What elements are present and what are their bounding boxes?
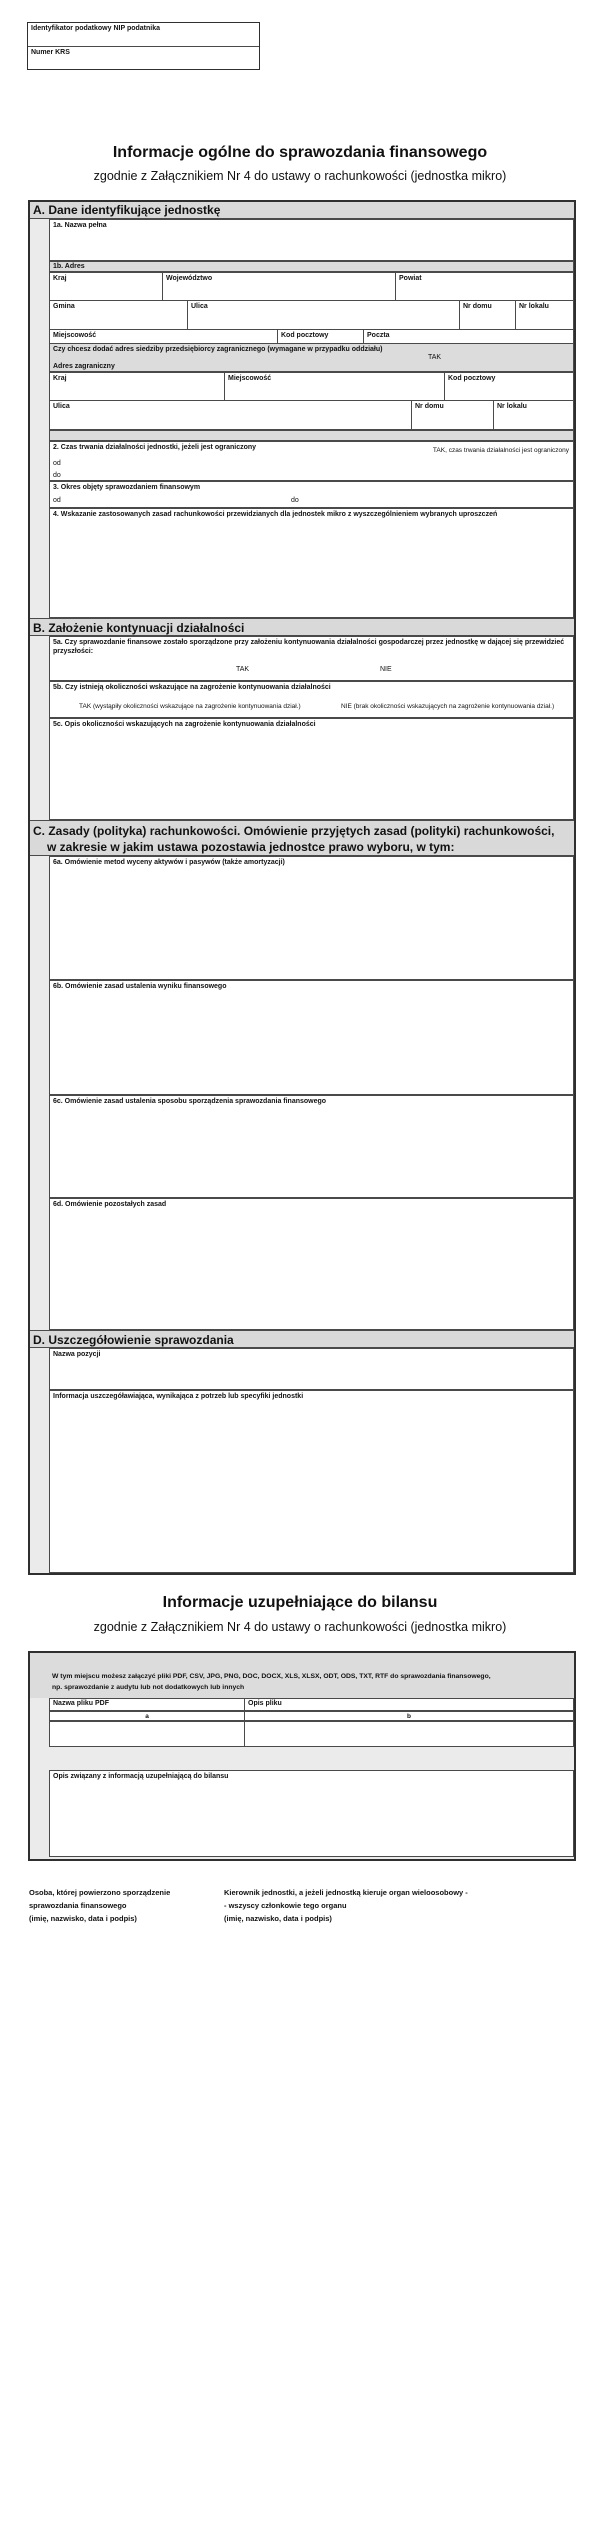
- nr-lokalu-field[interactable]: [515, 300, 574, 330]
- wojewodztwo-field[interactable]: [162, 272, 396, 301]
- foreign-nr-domu-label: Nr domu: [415, 403, 444, 410]
- foreign-kraj-label: Kraj: [53, 375, 67, 382]
- kod-pocztowy-field[interactable]: [277, 329, 364, 344]
- section-a-header: [30, 202, 574, 219]
- nr-lokalu-label: Nr lokalu: [519, 303, 549, 310]
- file-table-sub-a: a: [49, 1711, 245, 1721]
- kod-pocztowy-label: Kod pocztowy: [281, 332, 329, 339]
- field-2-tak-note[interactable]: TAK, czas trwania działalności jest ograniczony: [432, 447, 569, 454]
- field-3-do-label[interactable]: do: [291, 497, 299, 504]
- nip-field[interactable]: [28, 23, 259, 47]
- col-desc-label: Opis pliku: [248, 1700, 282, 1707]
- opis-bilans-label: Opis związany z informacją uzupełniającą do bilansu: [53, 1773, 229, 1780]
- field-1a-label: 1a. Nazwa pełna: [53, 222, 107, 229]
- signature-left-line1: Osoba, której powierzono sporządzenie: [29, 1888, 171, 1897]
- field-6d-label: 6d. Omówienie pozostałych zasad: [53, 1201, 167, 1208]
- field-informacja-uszczegolawiajaca[interactable]: [49, 1390, 574, 1573]
- signature-left-line2: sprawozdania finansowego: [29, 1901, 127, 1910]
- field-4-label: 4. Wskazanie zastosowanych zasad rachunkowości przewidzianych dla jednostek mikro z wyszczególnieniem wybranych uproszczeń: [53, 511, 498, 518]
- foreign-subheader-label: Adres zagraniczny: [53, 363, 115, 370]
- field-6a[interactable]: [49, 856, 574, 980]
- main-form-box: [28, 200, 576, 1575]
- foreign-nr-lokalu-label: Nr lokalu: [497, 403, 527, 410]
- field-5b-label: 5b. Czy istnieją okoliczności wskazujące na zagrożenie kontynuowania działalności: [53, 684, 331, 691]
- page2-subtitle: zgodnie z Załącznikiem Nr 4 do ustawy o rachunkowości (jednostka mikro): [93, 1620, 507, 1634]
- field-2-do-label[interactable]: do: [53, 472, 61, 479]
- foreign-kraj-field[interactable]: [49, 372, 225, 401]
- signature-right-line3: (imię, nazwisko, data i podpis): [224, 1914, 332, 1923]
- field-3-od-label[interactable]: od: [53, 497, 61, 504]
- poczta-field[interactable]: [363, 329, 574, 344]
- field-6b-label: 6b. Omówienie zasad ustalenia wyniku finansowego: [53, 983, 227, 990]
- field-6b[interactable]: [49, 980, 574, 1095]
- field-5c[interactable]: [49, 718, 574, 820]
- field-6d[interactable]: [49, 1198, 574, 1330]
- field-5a[interactable]: [49, 636, 574, 681]
- foreign-miejscowosc-field[interactable]: [224, 372, 445, 401]
- section-b-title: B. Założenie kontynuacji działalności: [33, 621, 245, 635]
- foreign-address-header: [49, 343, 574, 372]
- tax-id-box: [27, 22, 260, 70]
- field-nazwa-pozycji[interactable]: [49, 1348, 574, 1390]
- field-5b-tak-option[interactable]: TAK (wystąpiły okoliczności wskazujące na zagrożenie kontynuowania dział.): [79, 703, 301, 710]
- field-5b[interactable]: [49, 681, 574, 718]
- foreign-tak-option[interactable]: TAK: [428, 354, 442, 361]
- miejscowosc-label: Miejscowość: [53, 332, 97, 339]
- foreign-kod-pocztowy-field[interactable]: [444, 372, 574, 401]
- signature-left-block: [29, 1886, 219, 1925]
- poczta-label: Poczta: [367, 332, 390, 339]
- gmina-label: Gmina: [53, 303, 75, 310]
- signature-right-line1: Kierownik jednostki, a jeżeli jednostką kieruje organ wieloosobowy -: [224, 1888, 468, 1897]
- gmina-field[interactable]: [49, 300, 188, 330]
- section-c-header: [30, 820, 574, 856]
- foreign-question-label: Czy chcesz dodać adres siedziby przedsiębiorcy zagranicznego (wymagane w przypadku oddziału): [53, 346, 383, 353]
- ulica-field[interactable]: [187, 300, 460, 330]
- powiat-label: Powiat: [399, 275, 422, 282]
- section-b-header: [30, 618, 574, 636]
- field-2-od-label[interactable]: od: [53, 460, 61, 467]
- field-5a-label: 5a. Czy sprawozdanie finansowe zostało sporządzone przy założeniu kontynuowania działalności gospodarczej przez jednostkę w dającej się przewidzieć przyszłości:: [53, 639, 565, 655]
- file-table-col-desc-header: [244, 1698, 574, 1711]
- signature-right-line2: - wszyscy członkowie tego organu: [224, 1901, 347, 1910]
- field-2-czas-trwania[interactable]: [49, 441, 574, 481]
- miejscowosc-field[interactable]: [49, 329, 278, 344]
- section-a-title: A. Dane identyfikujące jednostkę: [33, 203, 221, 217]
- foreign-nr-lokalu-field[interactable]: [493, 400, 574, 430]
- field-1a-nazwa-pelna[interactable]: [49, 219, 574, 261]
- attachments-box: [28, 1651, 576, 1861]
- file-desc-input-cell[interactable]: [244, 1721, 574, 1747]
- kraj-field[interactable]: [49, 272, 163, 301]
- field-3-label: 3. Okres objęty sprawozdaniem finansowym: [53, 484, 201, 491]
- signature-left-line3: (imię, nazwisko, data i podpis): [29, 1914, 137, 1923]
- col-file-label: Nazwa pliku PDF: [53, 1700, 110, 1707]
- field-5a-tak-option[interactable]: TAK: [236, 666, 250, 673]
- attachments-hint: [30, 1653, 574, 1698]
- field-6c[interactable]: [49, 1095, 574, 1198]
- nip-label: Identyfikator podatkowy NIP podatnika: [31, 25, 161, 32]
- powiat-field[interactable]: [395, 272, 574, 301]
- field-6a-label: 6a. Omówienie metod wyceny aktywów i pasywów (także amortyzacji): [53, 859, 285, 866]
- page1-title: Informacje ogólne do sprawozdania finansowego: [112, 144, 488, 161]
- field-1b-adres-header: [49, 261, 574, 272]
- foreign-nr-domu-field[interactable]: [411, 400, 494, 430]
- wojewodztwo-label: Województwo: [166, 275, 213, 282]
- field-1b-label: 1b. Adres: [53, 263, 85, 270]
- field-nazwa-pozycji-label: Nazwa pozycji: [53, 1351, 101, 1358]
- field-informacja-label: Informacja uszczegóławiająca, wynikająca z potrzeb lub specyfiki jednostki: [53, 1393, 304, 1400]
- field-5b-nie-option[interactable]: NIE (brak okoliczności wskazujących na zagrożenie kontynuowania dział.): [341, 703, 555, 710]
- foreign-kod-pocztowy-label: Kod pocztowy: [448, 375, 496, 382]
- field-6c-label: 6c. Omówienie zasad ustalenia sposobu sporządzenia sprawozdania finansowego: [53, 1098, 327, 1105]
- foreign-ulica-label: Ulica: [53, 403, 70, 410]
- krs-label: Numer KRS: [31, 49, 70, 56]
- file-name-input-cell[interactable]: [49, 1721, 245, 1747]
- field-4-zasady-mikro[interactable]: [49, 508, 574, 618]
- gray-separator-row: [49, 430, 574, 441]
- foreign-miejscowosc-label: Miejscowość: [228, 375, 272, 382]
- kraj-label: Kraj: [53, 275, 67, 282]
- page2-title: Informacje uzupełniające do bilansu: [162, 1594, 438, 1611]
- foreign-ulica-field[interactable]: [49, 400, 412, 430]
- file-table-col-file-header: [49, 1698, 245, 1711]
- nr-domu-label: Nr domu: [463, 303, 492, 310]
- attachments-hint-line1: W tym miejscu możesz załączyć pliki PDF, CSV, JPG, PNG, DOC, DOCX, XLS, XLSX, ODT, ODS, TXT, RTF do sprawozdania finansowego,: [52, 1673, 491, 1680]
- section-c-title-line2: w zakresie w jakim ustawa pozostawia jednostce prawo wyboru, w tym:: [47, 840, 455, 854]
- file-table-sub-b: b: [244, 1711, 574, 1721]
- section-d-header: [30, 1330, 574, 1348]
- section-c-title-line1: C. Zasady (polityka) rachunkowości. Omówienie przyjętych zasad (polityki) rachunkowości,: [33, 824, 555, 838]
- page1-subtitle: zgodnie z Załącznikiem Nr 4 do ustawy o rachunkowości (jednostka mikro): [93, 169, 507, 183]
- field-2-label: 2. Czas trwania działalności jednostki, jeżeli jest ograniczony: [53, 444, 257, 451]
- field-5c-label: 5c. Opis okoliczności wskazujących na zagrożenie kontynuowania działalności: [53, 721, 316, 728]
- opis-bilans-field[interactable]: [49, 1770, 574, 1857]
- field-5a-nie-option[interactable]: NIE: [380, 666, 392, 673]
- ulica-label: Ulica: [191, 303, 208, 310]
- krs-field[interactable]: [28, 47, 259, 71]
- attachments-hint-line2: np. sprawozdanie z audytu lub not dodatkowych lub innych: [52, 1684, 245, 1691]
- signature-right-block: [224, 1886, 569, 1925]
- field-3-okres[interactable]: [49, 481, 574, 508]
- section-d-title: D. Uszczegółowienie sprawozdania: [33, 1333, 234, 1347]
- nr-domu-field[interactable]: [459, 300, 516, 330]
